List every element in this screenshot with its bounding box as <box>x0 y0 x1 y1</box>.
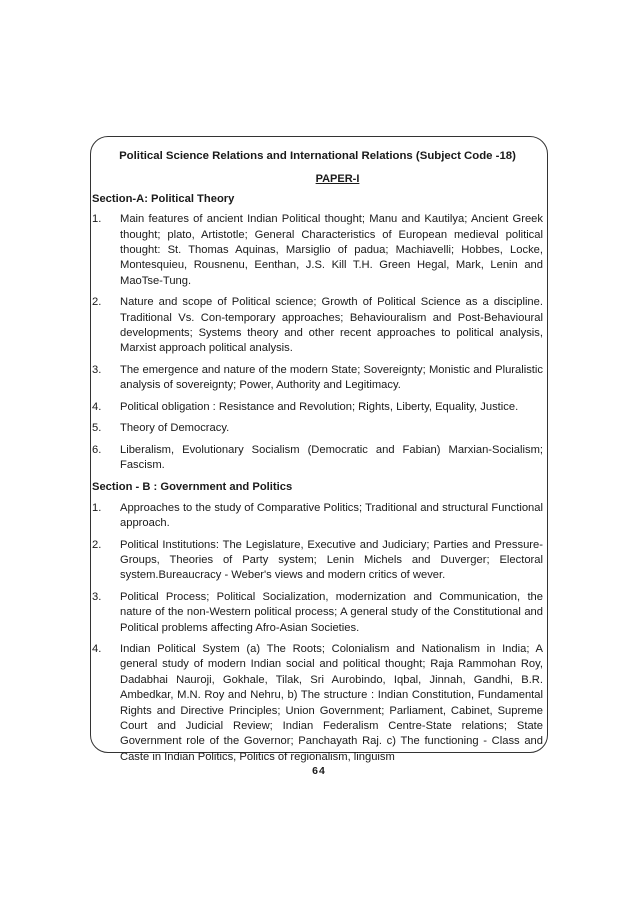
item-number: 2. <box>92 538 102 551</box>
item-text: Approaches to the study of Comparative Politics; Traditional and structural Functional approach. <box>120 501 543 530</box>
item-text: Political Process; Political Socialization, modernization and Communication, the nature of the non-Western political process; A general study of the Constitutional and Political problems affecting Afro-Asian Societies. <box>120 590 543 634</box>
section-heading: Section - B : Government and Politics <box>92 481 293 494</box>
item-text: Theory of Democracy. <box>120 422 230 435</box>
item-text: The emergence and nature of the modern State; Sovereignty; Monistic and Pluralistic analysis of sovereignty; Power, Authority and Legitimacy. <box>120 363 543 392</box>
item-number: 1. <box>92 213 102 226</box>
list-item <box>92 642 543 765</box>
section-b <box>92 480 543 765</box>
list-item <box>92 295 543 357</box>
list-item <box>92 421 543 436</box>
item-number: 2. <box>92 296 102 309</box>
item-number: 4. <box>92 400 102 413</box>
item-number: 1. <box>92 501 102 514</box>
page-number: 64 <box>312 765 326 777</box>
paper-heading: PAPER-I <box>315 173 360 186</box>
syllabus-content <box>92 149 543 771</box>
list-item <box>92 400 543 415</box>
item-number: 6. <box>92 443 102 456</box>
list-item <box>92 443 543 474</box>
list-item <box>92 212 543 289</box>
item-number: 4. <box>92 642 102 655</box>
item-text: Political obligation : Resistance and Revolution; Rights, Liberty, Equality, Justice. <box>120 400 519 413</box>
item-text: Liberalism, Evolutionary Socialism (Democratic and Fabian) Marxian-Socialism; Fascism. <box>120 443 543 471</box>
list-item <box>92 590 543 636</box>
list-item <box>92 501 543 532</box>
list-item <box>92 538 543 584</box>
item-text: Indian Political System (a) The Roots; Colonialism and Nationalism in India; A general study of modern Indian social and political thought; Raja Rammohan Roy, Dadabhai Nauroji, Gokhale, Tilak, Sri Aurobindo, Iqbal, Jinnah, Gandhi, B.R. Ambedkar, M.N. Roy and Nehru, b) The structure : Indian Constitution, Fundamental Rights and Directive Principles; Union Government; Parliament, Cabinet, Supreme Court and Judicial Review; Indian Federalism Centre-State relations; State Government role of the Governor; Panchayath Raj. c) The functioning - Class and Caste in Indian Politics, Politics of regionalism, linguism <box>120 642 543 763</box>
item-text: Political Institutions: The Legislature, Executive and Judiciary; Parties and Pressure-Groups, Theories of Party system; Lenin Michels and Duverger; Electoral system.Bureaucracy - Weber's views and modern critics of wever. <box>120 538 543 582</box>
item-text: Nature and scope of Political science; Growth of Political Science as a discipline. Traditional Vs. Con-temporary approaches; Behaviouralism and Post-Behavioural developments; Systems theory and other recent approaches to political analysis, Marxist approach political analysis. <box>120 296 543 355</box>
section-a <box>92 192 543 474</box>
item-number: 3. <box>92 363 102 376</box>
document-title: Political Science Relations and International Relations (Subject Code -18) <box>119 150 516 162</box>
item-text: Main features of ancient Indian Political thought; Manu and Kautilya; Ancient Greek thought; plato, Artistotle; General Characteristics of European medieval political thought: St. Thomas Aquinas, Marsiglio of padua; Machiavelli; Hobbes, Locke, Montesquieu, Rousnenu, Eenthan, J.S. Kill T.H. Green Hegal, Mark, Lenin and MaoTse-Tung. <box>120 213 543 287</box>
item-number: 3. <box>92 590 102 603</box>
list-item <box>92 363 543 394</box>
section-heading: Section-A: Political Theory <box>92 192 235 205</box>
item-number: 5. <box>92 422 102 435</box>
